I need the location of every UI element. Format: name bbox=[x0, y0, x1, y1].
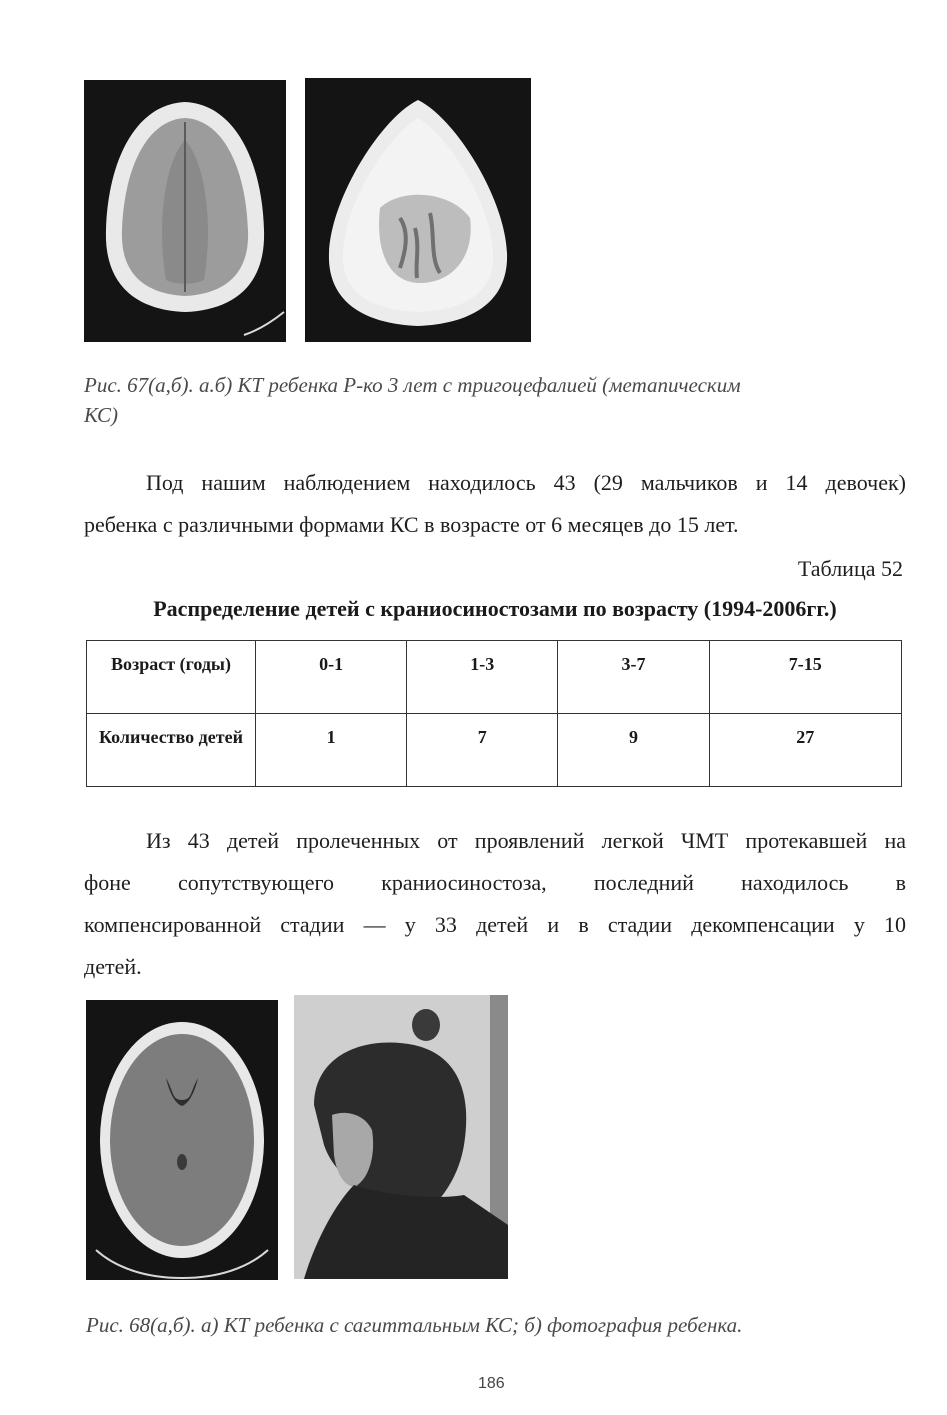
count-cell: 9 bbox=[558, 714, 709, 787]
paragraph-2-line-3: компенсированной стадии — у 33 детей и в стадии декомпенсации у 10 bbox=[84, 912, 906, 937]
figure-68-caption: Рис. 68(а,б). а) КТ ребенка с сагиттальным КС; б) фотография ребенка. bbox=[86, 1313, 743, 1337]
paragraph-2 bbox=[84, 820, 906, 988]
paragraph-1 bbox=[84, 462, 906, 546]
age-group-cell: 3-7 bbox=[558, 641, 709, 714]
table-row-age bbox=[87, 641, 902, 714]
paragraph-1-line-2: ребенка с различными формами КС в возрасте от 6 месяцев до 15 лет. bbox=[84, 512, 739, 537]
age-group-cell: 0-1 bbox=[256, 641, 407, 714]
table-title: Распределение детей с краниосиностозами по возрасту (1994-2006гг.) bbox=[153, 596, 837, 621]
table-row-count bbox=[87, 714, 902, 787]
age-group-cell: 1-3 bbox=[407, 641, 558, 714]
figure-67a-ct-image bbox=[84, 80, 286, 342]
table-label: Таблица 52 bbox=[797, 556, 903, 581]
row-header-age: Возраст (годы) bbox=[87, 641, 256, 714]
paragraph-2-line-2: фоне сопутствующего краниосиностоза, последний находилось в bbox=[84, 870, 906, 895]
figure-67-caption bbox=[84, 370, 884, 430]
page-number: 186 bbox=[478, 1375, 505, 1392]
age-group-cell: 7-15 bbox=[709, 641, 901, 714]
figure-68a-ct-image bbox=[86, 1000, 278, 1280]
count-cell: 7 bbox=[407, 714, 558, 787]
figure-68b-photo bbox=[294, 995, 508, 1279]
figure-67b-ct-image bbox=[305, 78, 531, 342]
count-cell: 1 bbox=[256, 714, 407, 787]
age-distribution-table bbox=[86, 640, 902, 787]
figure-67-caption-line-2: КС) bbox=[84, 403, 118, 427]
paragraph-1-line-1: Под нашим наблюдением находилось 43 (29 мальчиков и 14 девочек) bbox=[146, 470, 906, 495]
row-header-count: Количество детей bbox=[87, 714, 256, 787]
paragraph-2-line-1: Из 43 детей пролеченных от проявлений легкой ЧМТ протекавшей на bbox=[146, 828, 906, 853]
count-cell: 27 bbox=[709, 714, 901, 787]
paragraph-2-line-4: детей. bbox=[84, 954, 142, 979]
figure-67-caption-line-1: Рис. 67(а,б). а.б) КТ ребенка Р-ко 3 лет с тригоцефалией (метапическим bbox=[84, 373, 741, 397]
